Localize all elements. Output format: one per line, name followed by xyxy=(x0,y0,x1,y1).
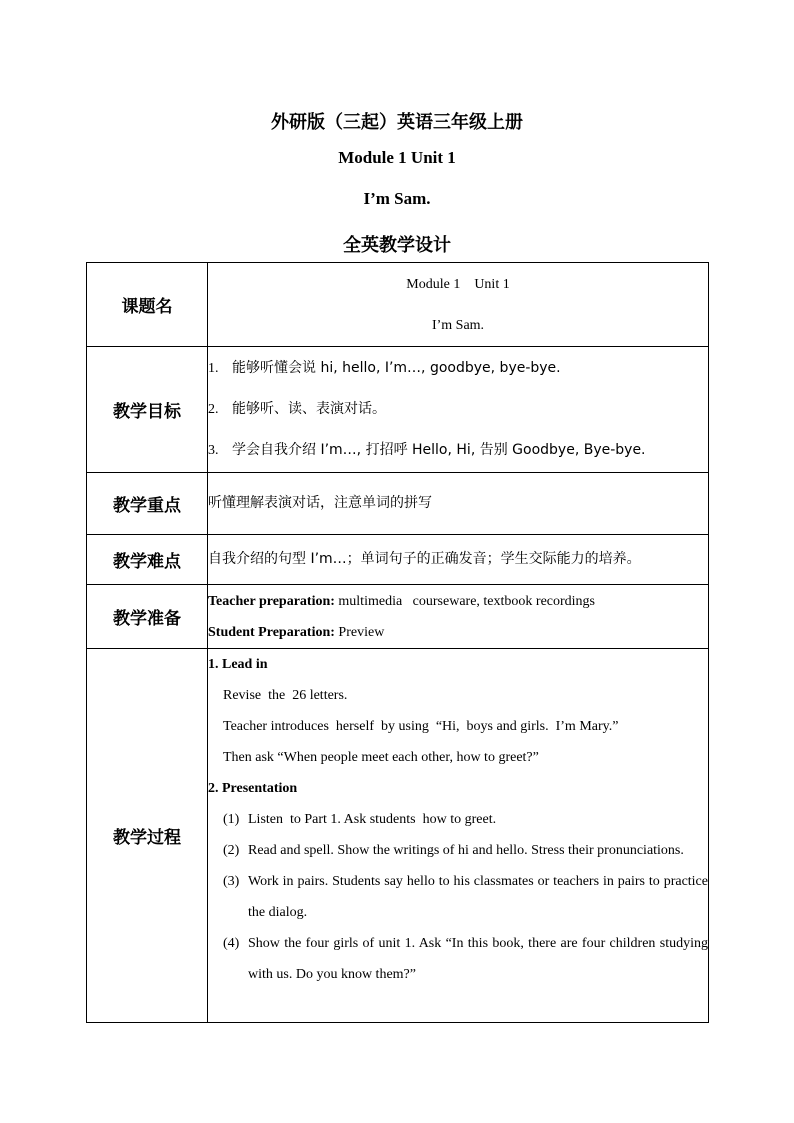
objective-number: 3. xyxy=(208,443,219,458)
presentation-heading: 2. Presentation xyxy=(208,781,298,796)
row-objectives xyxy=(87,347,709,473)
row-topic xyxy=(87,263,709,347)
label-key-points: 教学重点 xyxy=(87,473,208,535)
lesson-plan-table xyxy=(86,262,709,1023)
topic-line-2: I’m Sam. xyxy=(431,317,485,333)
teacher-preparation-value: multimedia courseware, textbook recordings xyxy=(338,593,595,609)
step-number: (2) xyxy=(223,843,240,858)
step-text: Listen to Part 1. Ask students how to greet. xyxy=(248,812,497,827)
key-points-text: 听懂理解表演对话，注意单词的拼写 xyxy=(208,473,709,535)
objective-number: 2. xyxy=(208,402,219,417)
design-heading: 全英教学设计 xyxy=(343,235,451,256)
lead-in-line: Revise the 26 letters. xyxy=(223,688,348,703)
student-preparation xyxy=(208,617,708,648)
objective-item xyxy=(208,430,708,471)
objective-text: 能够听懂会说 hi, hello, I’m…, goodbye, bye-bye. xyxy=(232,360,561,376)
objective-text: 能够听、读、表演对话。 xyxy=(232,401,386,417)
presentation-step xyxy=(208,804,708,835)
step-text: Read and spell. Show the writings of hi and hello. Stress their pronunciations. xyxy=(248,843,684,858)
row-key-points xyxy=(87,473,709,535)
teacher-preparation-label: Teacher preparation: xyxy=(208,593,335,609)
difficulties-text: 自我介绍的句型 I’m…；单词句子的正确发音；学生交际能力的培养。 xyxy=(208,535,709,585)
label-topic: 课题名 xyxy=(87,263,208,347)
student-preparation-value: Preview xyxy=(338,624,385,640)
objectives-content xyxy=(208,347,709,473)
module-unit-heading: Module 1 Unit 1 xyxy=(338,148,456,167)
preparation-content xyxy=(208,585,709,649)
teacher-preparation xyxy=(208,586,708,617)
lead-in-line: Teacher introduces herself by using “Hi, boys and girls. I’m Mary.” xyxy=(223,719,619,734)
step-number: (4) xyxy=(223,936,240,951)
lead-in-line: Then ask “When people meet each other, how to greet?” xyxy=(223,750,539,765)
presentation-step xyxy=(208,866,708,928)
label-process: 教学过程 xyxy=(87,649,208,1023)
objective-item xyxy=(208,348,708,389)
presentation-step xyxy=(208,928,708,990)
row-process xyxy=(87,649,709,1023)
student-preparation-label: Student Preparation: xyxy=(208,624,335,640)
lesson-heading: I’m Sam. xyxy=(363,189,431,208)
lead-in-heading: 1. Lead in xyxy=(208,657,268,672)
step-number: (1) xyxy=(223,812,240,827)
step-text: Work in pairs. Students say hello to his classmates or teachers in pairs to practice the dialog. xyxy=(248,874,708,920)
step-text: Show the four girls of unit 1. Ask “In this book, there are four children studying with us. Do you know them?” xyxy=(248,936,708,982)
topic-content xyxy=(208,263,709,347)
presentation-step xyxy=(208,835,708,866)
step-number: (3) xyxy=(223,874,240,889)
objective-text: 学会自我介绍 I’m…, 打招呼 Hello, Hi, 告别 Goodbye, Bye-bye. xyxy=(232,442,646,458)
topic-line-1: Module 1 Unit 1 xyxy=(406,276,510,292)
row-preparation xyxy=(87,585,709,649)
label-difficulties: 教学难点 xyxy=(87,535,208,585)
objective-item xyxy=(208,389,708,430)
document-title: 外研版（三起）英语三年级上册 xyxy=(271,112,523,133)
process-content xyxy=(208,649,709,1023)
label-objectives: 教学目标 xyxy=(87,347,208,473)
label-preparation: 教学准备 xyxy=(87,585,208,649)
objective-number: 1. xyxy=(208,361,219,376)
row-difficulties xyxy=(87,535,709,585)
